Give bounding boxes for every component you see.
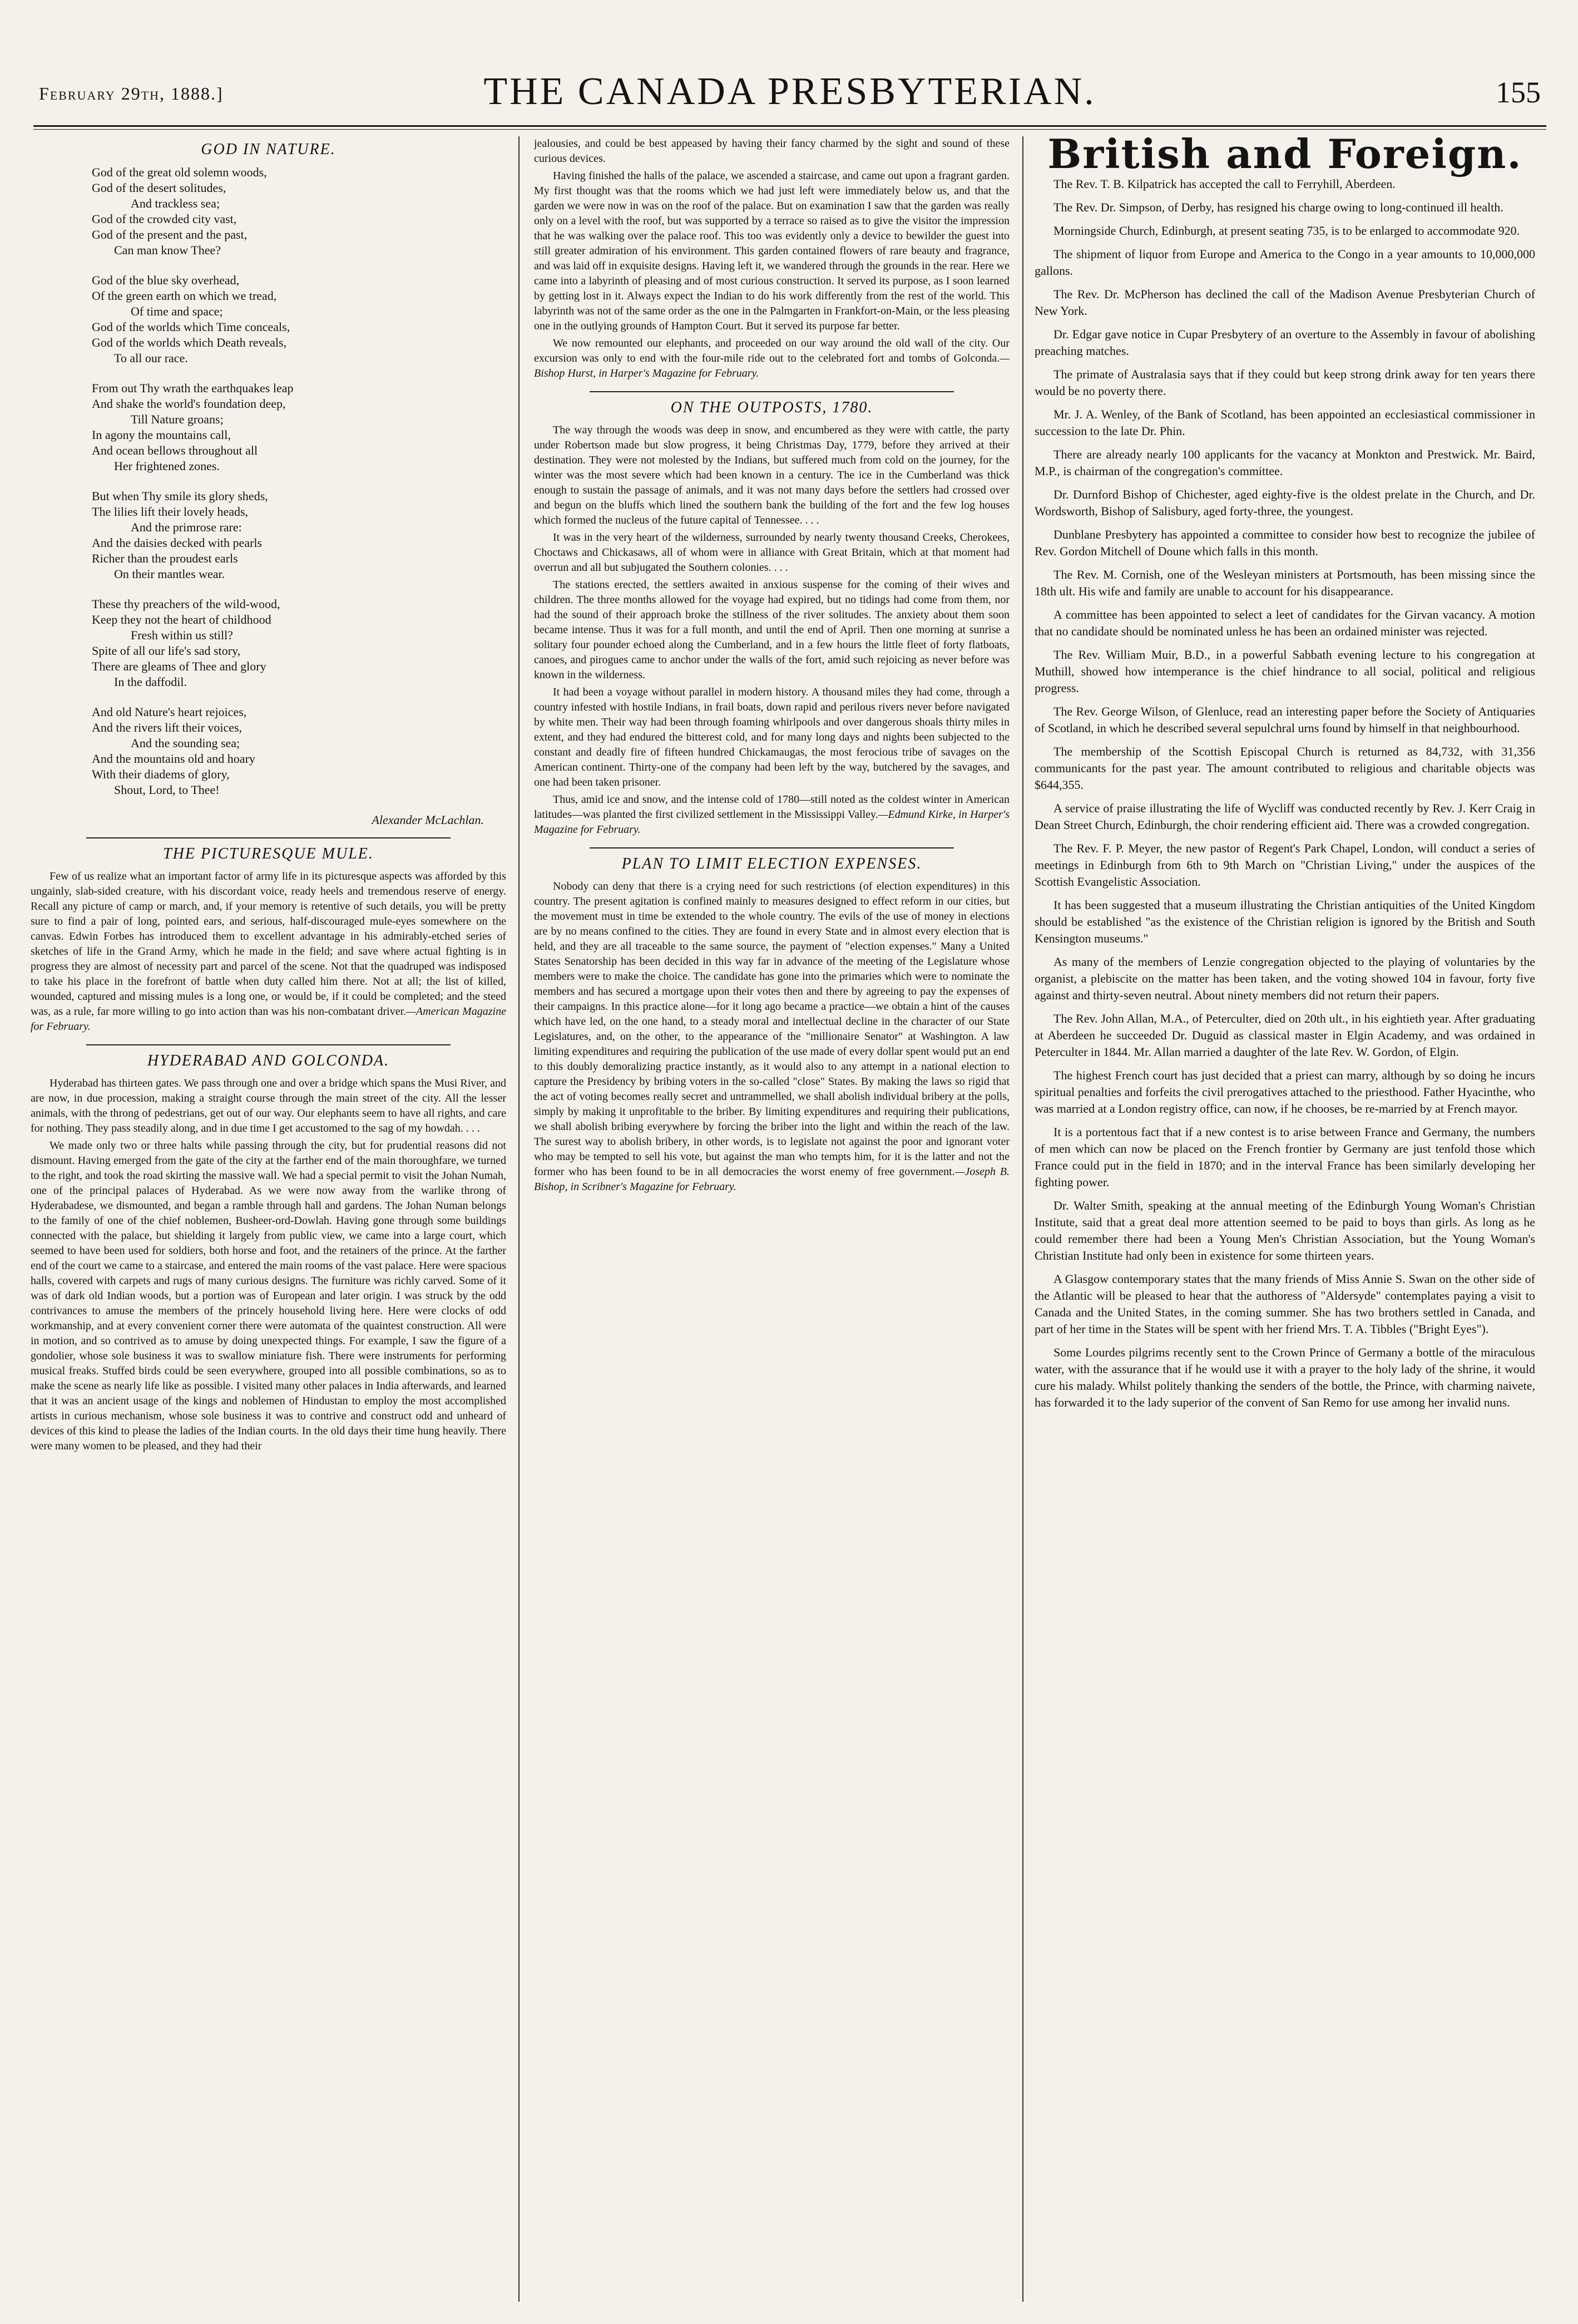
poem-line: God of the desert solitudes, (92, 181, 226, 195)
poem-line: And the sounding sea; (131, 736, 240, 750)
poem-line: These thy preachers of the wild-wood, (92, 597, 280, 611)
news-item: The Rev. Dr. Simpson, of Derby, has resigned his charge owing to long-continued ill health. (1053, 200, 1503, 214)
article-text: Nobody can deny that there is a crying need for such restrictions (of election expenditures) in this country. The present agitation is confined mainly to measures designed to effect reform in our cities, but the movement must in time be extended to the whole country. The evils of the use of money in elections are by no means confined to the cities. They are found in every State and in almost every election that is held, and they are all traceable to the same source, the payment of "election expenses." Many a United States Senatorship has been decided in this way far in advance of the meeting of the Legislature whose members were to make the choice. The candidate has gone into the primaries which were to nominate the members and has secured a mortgage upon their votes then and there by agreeing to pay the expenses of their campaigns. In this practice alone—for it long ago became a practice—we obtain a hint of the causes which have led, on the one hand, to a steady moral and intellectual decline in the character of our State Legislatures, and, on the other, to the appearance of the "millionaire Senator" at Washington. A law limiting expenditures and requiring the publication of the use made of every dollar spent would put an end to this doubly demoralizing practice instantly, as it would also to any attempt in a national election to capture the Presidency by bribing voters in the so-called "close" States. By making the laws so rigid that the act of voting becomes really secret and untrammelled, we shall abolish individual bribery at the polls, simply by making it unprofitable to the briber. By limiting expenditures and requiring their publications, we shall abolish bribing everywhere by forcing the briber into the light and within the reach of the law. The surest way to abolish bribery, in other words, is to legislate not against the poor and ignorant voter who may be tempted to sell his vote, but against the man who tempts him, for it is the latter and not the former who has been found to be in all democracies the worst enemy of free government. (534, 880, 1010, 1178)
article-source: —Joseph B. Bishop, in Scribner's Magazine for February. (534, 1166, 1010, 1193)
news-item: The Rev. F. P. Meyer, the new pastor of Regent's Park Chapel, London, will conduct a series of meetings in Edinburgh from 6th to 9th March on "Christian Living," under the auspices of the Scottish Evangelistic Association. (1035, 841, 1535, 889)
news-item: Dr. Walter Smith, speaking at the annual meeting of the Edinburgh Young Woman's Christian Institute, said that a great deal more attention seemed to be paid to boys than girls. As long as he could remember there had been a Young Men's Christian Association, but the Young Woman's Christian Institute had only been in existence for some thirteen years. (1035, 1198, 1535, 1262)
article-paragraph (534, 792, 1010, 837)
column-rule (518, 136, 520, 2302)
poem-line: Spite of all our life's sad story, (92, 644, 241, 658)
news-item: The shipment of liquor from Europe and America to the Congo in a year amounts to 10,000,000 gallons. (1035, 247, 1535, 278)
poem-line: Can man know Thee? (114, 243, 221, 257)
article-paragraph: It was in the very heart of the wilderness, surrounded by nearly twenty thousand Creeks, Cherokees, Choctaws and Chickasaws, all of whom were in alliance with Great Britain, which at that moment had overrun and all but subjugated the Southern colonies. . . . (534, 531, 1010, 574)
poem-stanza (92, 489, 506, 582)
news-item: The primate of Australasia says that if they could but keep strong drink away for ten years there would be no poverty there. (1035, 367, 1535, 398)
news-item: Morningside Church, Edinburgh, at present seating 735, is to be enlarged to accommodate 920. (1053, 224, 1520, 238)
news-item: The Rev. John Allan, M.A., of Peterculter, died on 20th ult., in his eightieth year. After graduating at Aberdeen he succeeded Dr. Duguid as classical master in Elgin Academy, and was ordained in Peterculter in 1844. Mr. Allan married a daughter of the late Rev. W. Gordon, of Elgin. (1035, 1011, 1535, 1059)
masthead (39, 58, 1541, 120)
poem-line: And the mountains old and hoary (92, 752, 255, 766)
poem-line: And the rivers lift their voices, (92, 721, 243, 734)
poem-line: On their mantles wear. (114, 567, 225, 581)
column-1 (31, 136, 506, 2302)
poem-line: With their diadems of glory, (92, 767, 230, 781)
article-title: THE PICTURESQUE MULE. (163, 845, 374, 862)
news-item: The membership of the Scottish Episcopal Church is returned as 84,732, with 31,356 communicants for the past year. The amount contributed to religious and charitable objects was $644,355. (1035, 744, 1535, 792)
news-item: It is a portentous fact that if a new contest is to arise between France and Germany, the numbers of men which can now be placed on the French frontier by Germany are just tenfold those which France could put in the field in 1870; and in the interval France has been similarly developing her fighting power. (1035, 1125, 1535, 1189)
masthead-rule-thin (33, 129, 1546, 130)
article-text: We now remounted our elephants, and proceeded on our way around the old wall of the city. Our excursion was only to end with the four-mile ride out to the celebrated fort and tombs of Golconda. (534, 337, 1010, 364)
news-item: Dunblane Presbytery has appointed a committee to consider how best to recognize the jubilee of Rev. Gordon Mitchell of Doune which falls in this month. (1035, 527, 1535, 558)
section-rule (86, 1044, 451, 1045)
article-paragraph: Hyderabad has thirteen gates. We pass through one and over a bridge which spans the Musi River, and are now, in due procession, making a straight course through the main street of the city. All the lesser animals, with the throng of pedestrians, get out of our way. Our elephants seem to have all rights, and care for nothing. They pass steadily along, and in due time I get accustomed to the sag of my howdah. . . . (31, 1077, 506, 1134)
newspaper-title: THE CANADA PRESBYTERIAN. (483, 70, 1096, 113)
news-item: A committee has been appointed to select a leet of candidates for the Girvan vacancy. A motion that no candidate should be nominated unless he has been an ordained minister was rejected. (1035, 608, 1535, 638)
poem-line: To all our race. (114, 351, 188, 365)
poem-line: God of the worlds which Death reveals, (92, 335, 287, 349)
news-item: Dr. Durnford Bishop of Chichester, aged eighty-five is the oldest prelate in the Church, and Dr. Wordsworth, Bishop of Salisbury, aged forty-three, the youngest. (1035, 487, 1535, 518)
article-source: —Bishop Hurst, in Harper's Magazine for February. (534, 352, 1010, 379)
poem-line: The lilies lift their lovely heads, (92, 505, 249, 519)
section-rule (590, 391, 954, 392)
poem (92, 165, 506, 798)
section-rule (590, 847, 954, 848)
article-paragraph: We made only two or three halts while passing through the city, but for prudential reasons did not dismount. Having emerged from the gate of the city at the farther end of the main thoroughfare, we turned to the right, and took the road skirting the massive wall. We had a special permit to visit the Johan Numah, one of the principal palaces of Hyderabad. As we were now away from the warlike throng of Hyderabadese, we dismounted, and began a ramble through hall and gardens. The Johan Numan belongs to the family of one of the chief noblemen, Busheer-ord-Dowlah. Having gone through some buildings connected with the palace, but shielding it largely from public view, we came into a large court, which seemed to have been used for soldiers, both horse and foot, and the retainers of the prince. At the farther end of the court we came to a staircase, and entered the main rooms of the vast palace. Here were spacious halls, covered with carpets and rugs of many curious designs. The furniture was richly carved. Some of it was of dark old Indian woods, but a portion was of European and later origin. I was struck by the odd contrivances to amuse the members of the princely household living here. Here were clocks of odd workmanship, and at every convenient corner there were automata of the quaintest construction. All were in motion, and so contrived as to amuse by doing unexpected things. For example, I saw the figure of a gondolier, whose sole business it was to swallow miniature fish. There were instruments for performing musical freaks. Stuffed birds could be seen everywhere, grouped into all possible combinations, so as to make the scene as nearly life like as possible. I visited many other palaces in India afterwards, and learned that it was an ancient usage of the kings and noblemen of Hindustan to employ the most accomplished artists in curious mechanism, whose sole business it was to contrive and construct odd and unheard of devices of this kind to please the ladies of the Indian courts. In the old days their time hung heavily. There were many women to be pleased, and they had their (31, 1139, 506, 1452)
poem-stanza (92, 704, 506, 798)
news-items (1035, 176, 1535, 1411)
poem-author: Alexander McLachlan. (372, 813, 484, 827)
issue-date: February 29th, 1888.] (39, 83, 224, 103)
column-3 (1035, 136, 1535, 2302)
article-paragraph: It had been a voyage without parallel in modern history. A thousand miles they had come, through a country infested with hostile Indians, in frail boats, down rapid and perilous rivers never before navigated by white men. Their way had been through foaming whirlpools and over dangerous shoals thirty miles in extent, and they had endured the bitterest cold, and for many long days and nights been subjected to the constant and deadly fire of fifteen hundred Chickamaugas, the most ferocious tribe of savages on the American continent. Thirty-one of the company had been left by the way, butchered by the savages, and one had been taken prisoner. (534, 686, 1010, 788)
news-item: As many of the members of Lenzie congregation objected to the playing of voluntaries by the organist, a plebiscite on the matter has been taken, and the voting showed 104 in favour, forty five against and thirty-seven neutral. About ninety members did not return their papers. (1035, 955, 1535, 1002)
poem-stanza (92, 381, 506, 474)
poem-line: And the primrose rare: (131, 520, 242, 534)
page-number: 155 (1496, 76, 1541, 109)
poem-title: GOD IN NATURE. (201, 141, 336, 158)
poem-line: There are gleams of Thee and glory (92, 659, 266, 673)
poem-line: In the daffodil. (114, 675, 187, 689)
news-item: A Glasgow contemporary states that the many friends of Miss Annie S. Swan on the other side of the Atlantic will be pleased to hear that the authoress of "Aldersyde" contemplates paying a visit to Canada and the United States, in the coming summer. She has two brothers settled in Canada, and part of her time in the States will be spent with her friend Mrs. T. A. Tibbles ("Bright Eyes"). (1035, 1272, 1535, 1336)
article-text: Thus, amid ice and snow, and the intense cold of 1780—still noted as the coldest winter in American latitudes—was planted the first civilized settlement in the Mississippi Valley. (534, 793, 1010, 821)
article-text: Few of us realize what an important factor of army life in its picturesque aspects was afforded by this ungainly, slab-sided creature, with his discordant voice, ready heels and tremendous reserve of energy. Recall any picture of camp or march, and, if your memory is retentive of such details, you will be pretty sure to find a pair of long, pointed ears, and serious, half-discouraged mule-eyes somewhere on the canvas. Edwin Forbes has introduced them to excellent advantage in his admirably-etched series of sketches of life in the Grand Army, which he made in the field; and save where actual fighting is in progress they are almost of necessity part and parcel of the scene. Not that the quadruped was indisposed to take his place in the forefront of battle when duty called him there. Not at all; the list of killed, wounded, captured and missing mules is a long one, or would be, if it could be completed; and the steed was, as a rule, far more willing to go into action than was his non-combatant driver. (31, 870, 506, 1018)
article-paragraph: The way through the woods was deep in snow, and encumbered as they were with cattle, the party under Robertson made but slow progress, it being Christmas Day, 1779, before they arrived at their destination. They were not molested by the Indians, but suffered much from cold on the journey, for the winter was the most severe which had been known in a century. The ice in the Cumberland was thick enough to sustain the passage of animals, and it was not many days before the settlers had crossed over and begun on the bluffs which lined the southern bank the building of the fort and the few log houses which formed the nucleus of the future capital of Tennessee. . . . (534, 424, 1010, 526)
poem-line: Of the green earth on which we tread, (92, 289, 277, 303)
news-item: There are already nearly 100 applicants for the vacancy at Monkton and Prestwick. Mr. Baird, M.P., is chairman of the congregation's committee. (1035, 447, 1535, 478)
poem-line: Of time and space; (131, 304, 223, 318)
poem-line: And the daisies decked with pearls (92, 536, 263, 550)
poem-line: But when Thy smile its glory sheds, (92, 489, 268, 503)
article-paragraph (534, 336, 1010, 381)
poem-line: God of the crowded city vast, (92, 212, 237, 226)
poem-line: In agony the mountains call, (92, 428, 231, 442)
poem-line: God of the blue sky overhead, (92, 273, 240, 287)
section-rule (86, 837, 451, 838)
news-item: The Rev. William Muir, B.D., in a powerful Sabbath evening lecture to his congregation at Muthill, showed how intemperance is the chief hindrance to all social, political and religious progress. (1035, 648, 1535, 695)
poem-line: Keep they not the heart of childhood (92, 613, 271, 626)
poem-stanza (92, 165, 506, 258)
section-title: British and Foreign. (1047, 136, 1522, 177)
poem-line: Her frightened zones. (114, 459, 220, 473)
poem-line: God of the great old solemn woods, (92, 165, 267, 179)
article-title: ON THE OUTPOSTS, 1780. (670, 399, 873, 416)
poem-stanza (92, 273, 506, 366)
poem-line: And shake the world's foundation deep, (92, 397, 286, 411)
poem-stanza (92, 596, 506, 690)
poem-line: Richer than the proudest earls (92, 551, 238, 565)
article-source: —American Magazine for February. (31, 1005, 506, 1033)
article-paragraph (31, 869, 506, 1034)
news-item: The Rev. George Wilson, of Glenluce, read an interesting paper before the Society of Antiquaries of Scotland, in which he described several sepulchral urns found by himself in that neighbourhood. (1035, 704, 1535, 735)
column-rule (1022, 136, 1023, 2302)
news-item: Mr. J. A. Wenley, of the Bank of Scotland, has been appointed an ecclesiastical commissioner in succession to the late Dr. Phin. (1035, 407, 1535, 438)
poem-line: God of the present and the past, (92, 228, 248, 241)
article-paragraph: jealousies, and could be best appeased by having their fancy charmed by the sight and sound of these curious devices. (534, 137, 1010, 165)
article-title: HYDERABAD AND GOLCONDA. (147, 1052, 390, 1069)
article-source: —Edmund Kirke, in Harper's Magazine for February. (534, 808, 1010, 836)
news-item: The Rev. T. B. Kilpatrick has accepted the call to Ferryhill, Aberdeen. (1053, 177, 1396, 191)
poem-line: Fresh within us still? (131, 628, 233, 642)
article-paragraph: The stations erected, the settlers awaited in anxious suspense for the coming of their wives and children. The three months allowed for the voyage had expired, but no tidings had come from them, nor had the sound of their approach broke the stillness of the river solitudes. The anxiety about them soon became intense. Thus it was for a full month, and until the end of April. Then one morning at sunrise a solitary four pounder echoed along the Cumberland, and in a few hours the little fleet of forty flatboats, canoes, and pirogues came to anchor under the walls of the fort, amid such rejoicing as never before was known in the wilderness. (534, 579, 1010, 681)
poem-line: From out Thy wrath the earthquakes leap (92, 381, 294, 395)
poem-line: God of the worlds which Time conceals, (92, 320, 290, 334)
poem-line: Till Nature groans; (131, 412, 224, 426)
article-paragraph: Having finished the halls of the palace, we ascended a staircase, and came out upon a fragrant garden. My first thought was that the rooms which we had just left were immediately below us, and that the garden we were now in was on the roof of the palace. But on examination I saw that the garden was really only on a level with the roof, but was supported by a terrace so raised as to give the visitor the impression that he was walking over the palace roof. This too was evidently only a device to bewilder the guest into still greater admiration of his environment. This garden contained flowers of rare beauty and fragrance, and was laid off in exquisite designs. Having left it, we wandered through the grounds in the rear. Here we came into a labyrinth of pleasing and of most curious construction. It served its purpose, as I soon learned by getting lost in it. Always expect the Indian to do his work differently from the rest of the world. This labyrinth was not of the same order as the one in the Palmgarten in Frankfort-on-Main, or the less pleasing one in the outlying grounds of Hampton Court. But it served its purpose far better. (534, 170, 1010, 332)
masthead-rule (33, 125, 1546, 127)
article-paragraph (534, 879, 1010, 1195)
poem-line: And trackless sea; (131, 196, 220, 210)
poem-line: And old Nature's heart rejoices, (92, 705, 247, 719)
news-item: The Rev. Dr. McPherson has declined the call of the Madison Avenue Presbyterian Church of New York. (1035, 287, 1535, 318)
news-item: Some Lourdes pilgrims recently sent to the Crown Prince of Germany a bottle of the miraculous water, with the assurance that if he would use it with a prayer to the holy lady of the shrine, it would cure his malady. Whilst politely thanking the senders of the bottle, the Prince, with charming naivete, has forwarded it to the lady superior of the convent of San Remo for use among her invalid nuns. (1035, 1345, 1535, 1409)
news-item: It has been suggested that a museum illustrating the Christian antiquities of the United Kingdom should be established "as the existence of the Christian religion is ignored by the British and South Kensington museums." (1035, 898, 1535, 945)
poem-line: And ocean bellows throughout all (92, 443, 258, 457)
news-item: Dr. Edgar gave notice in Cupar Presbytery of an overture to the Assembly in favour of abolishing preaching matches. (1035, 327, 1535, 358)
article-title: PLAN TO LIMIT ELECTION EXPENSES. (621, 855, 922, 872)
news-item: The highest French court has just decided that a priest can marry, although by so doing he incurs spiritual penalties and forfeits the civil prerogatives attached to the priesthood. Father Hyacinthe, who was married at a London registry office, can now, if he chooses, be re-married by at French mayor. (1035, 1068, 1535, 1116)
news-item: The Rev. M. Cornish, one of the Wesleyan ministers at Portsmouth, has been missing since the 18th ult. His wife and family are unable to account for his disappearance. (1035, 568, 1535, 598)
news-item: A service of praise illustrating the life of Wycliff was conducted recently by Rev. J. Kerr Craig in Dean Street Church, Edinburgh, the choir rendering efficient aid. There was a crowded congregation. (1035, 801, 1535, 832)
column-2 (534, 136, 1010, 2302)
poem-line: Shout, Lord, to Thee! (114, 783, 220, 797)
